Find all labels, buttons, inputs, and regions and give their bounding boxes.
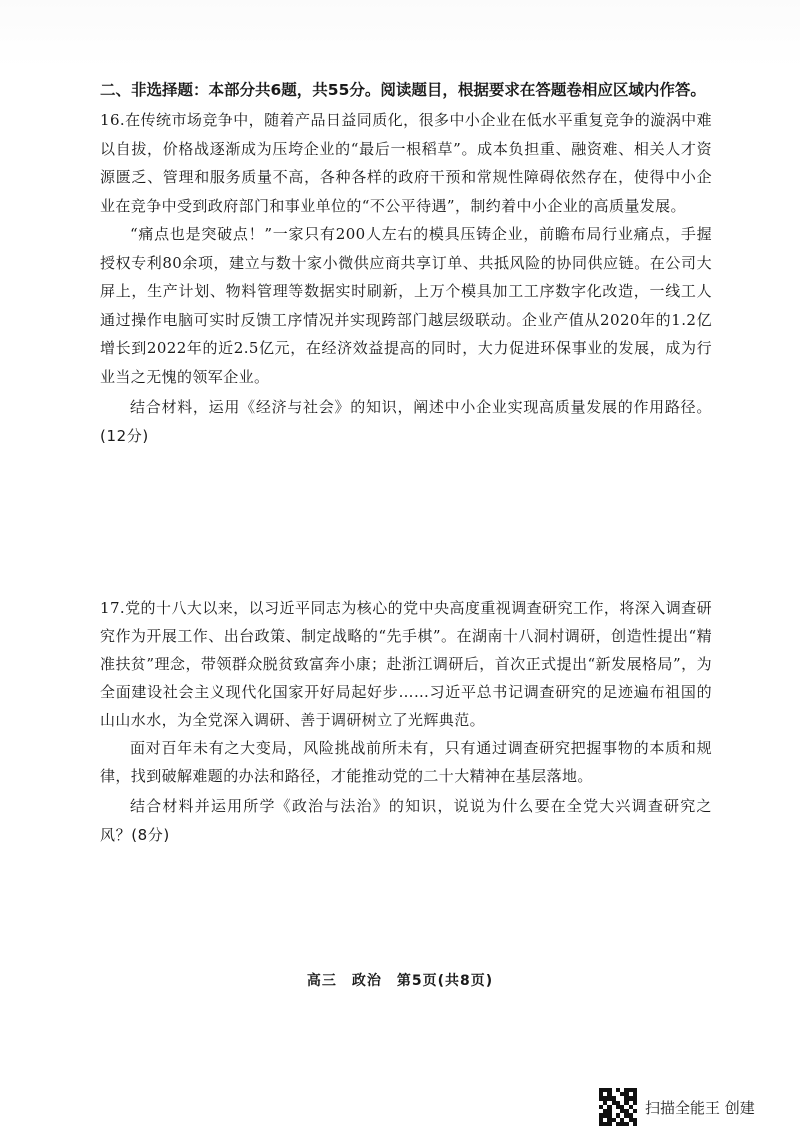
question-16 (100, 106, 712, 451)
page-footer: 高三 政治 第5页(共8页) (306, 973, 494, 989)
qr-code-icon (599, 1088, 637, 1126)
watermark-text: 扫描全能王 创建 (645, 1098, 755, 1117)
q17-material-paragraph-1: 17.党的十八大以来，以习近平同志为核心的党中央高度重视调查研究工作，将深入调查研究作为开展工作、出台政策、制定战略的“先手棋”。在湖南十八洞村调研，创造性提出“精准扶贫”理念，带领群众脱贫致富奔小康；赴浙江调研后，首次正式提出“新发展格局”，为全面建设社会主义现代化国家开好局起好步……习近平总书记调查研究的足迹遍布祖国的山山水水，为全党深入调研、善于调研树立了光辉典范。 (100, 599, 712, 729)
scanner-watermark (599, 1087, 755, 1127)
question-17 (100, 594, 712, 850)
q17-material-paragraph-2: 面对百年未有之大变局，风险挑战前所未有，只有通过调查研究把握事物的本质和规律，找到破解难题的办法和路径，才能推动党的二十大精神在基层落地。 (100, 739, 712, 785)
q16-material-paragraph-1: 16.在传统市场竞争中，随着产品日益同质化，很多中小企业在低水平重复竞争的漩涡中难以自拔，价格战逐渐成为压垮企业的“最后一根稻草”。成本负担重、融资难、相关人才资源匮乏、管理和服务质量不高，各种各样的政府干预和常规性障碍依然存在，使得中小企业在竞争中受到政府部门和事业单位的“不公平待遇”，制约着中小企业的高质量发展。 (100, 111, 712, 215)
section-header: 二、非选择题：本部分共6题，共55分。阅读题目，根据要求在答题卷相应区域内作答。 (100, 81, 706, 99)
q16-material-paragraph-2: “痛点也是突破点！”一家只有200人左右的模具压铸企业，前瞻布局行业痛点，手握授权专利80余项，建立与数十家小微供应商共享订单、共抵风险的协同供应链。在公司大屏上，生产计划、物料管理等数据实时刷新，上万个模具加工工序数字化改造，一线工人通过操作电脑可实时反馈工序情况并实现跨部门越层级联动。企业产值从2020年的1.2亿增长到2022年的近2.5亿元，在经济效益提高的同时，大力促进环保事业的发展，成为行业当之无愧的领军企业。 (100, 225, 712, 386)
q17-task: 结合材料并运用所学《政治与法治》的知识，说说为什么要在全党大兴调查研究之风？(8分) (100, 797, 712, 844)
q16-task: 结合材料，运用《经济与社会》的知识，阐述中小企业实现高质量发展的作用路径。(12分) (100, 398, 712, 445)
